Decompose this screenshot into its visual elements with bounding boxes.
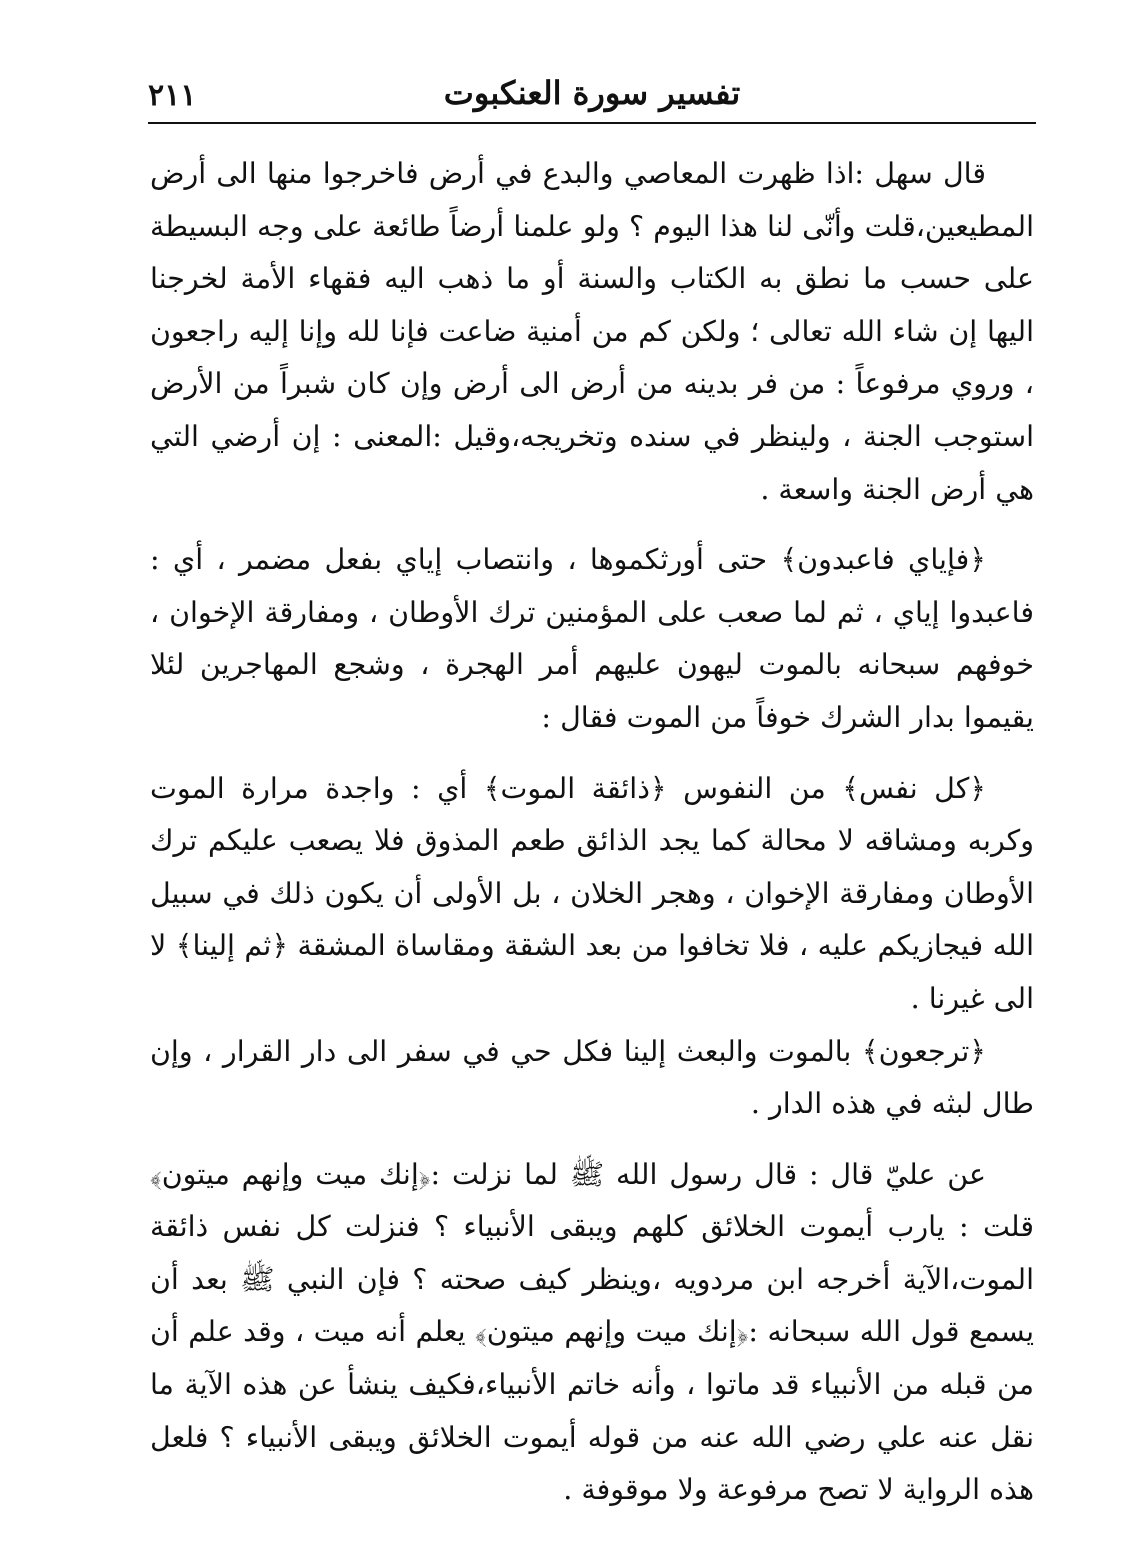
body-text [150,148,1034,1517]
paragraph-3: ﴿كل نفس﴾ من النفوس ﴿ذائقة الموت﴾ أي : واجدة مرارة الموت وكربه ومشاقه لا محالة كما يجد الذائق طعم المذوق فلا يصعب عليكم ترك الأوطان ومفارقة الإخوان ، وهجر الخلان ، بل الأولى أن يكون ذلك في سبيل الله فيجازيكم عليه ، فلا تخافوا من بعد الشقة ومقاساة المشقة ﴿ثم إلينا﴾ لا الى غيرنا . [150,771,1034,1015]
paragraph-4: ﴿ترجعون﴾ بالموت والبعث إلينا فكل حي في سفر الى دار القرار ، وإن طال لبثه في هذه الدار . [150,1034,1034,1121]
paragraph-1: قال سهل :اذا ظهرت المعاصي والبدع في أرض فاخرجوا منها الى أرض المطيعين،قلت وأنّى لنا هذا اليوم ؟ ولو علمنا أرضاً طائعة على وجه البسيطة على حسب ما نطق به الكتاب والسنة أو ما ذهب اليه فقهاء الأمة لخرجنا اليها إن شاء الله تعالى ؛ ولكن كم من أمنية ضاعت فإنا لله وإنا إليه راجعون ، وروي مرفوعاً : من فر بدينه من أرض الى أرض وإن كان شبراً من الأرض استوجب الجنة ، ولينظر في سنده وتخريجه،وقيل :المعنى : إن أرضي التي هي أرض الجنة واسعة . [150,157,1034,506]
running-title: تفسير سورة العنكبوت [443,74,741,112]
paragraph-2: ﴿فإياي فاعبدون﴾ حتى أورثكموها ، وانتصاب إياي بفعل مضمر ، أي : فاعبدوا إياي ، ثم لما صعب على المؤمنين ترك الأوطان ، ومفارقة الإخوان ، خوفهم سبحانه بالموت ليهون عليهم أمر الهجرة ، وشجع المهاجرين لئلا يقيموا بدار الشرك خوفاً من الموت فقال : [150,543,1034,734]
page-number: ٢١١ [148,78,197,113]
page-header [148,70,1036,124]
paragraph-5: عن عليّ قال : قال رسول الله ﷺ لما نزلت :﴿إنك ميت وإنهم ميتون﴾ قلت : يارب أيموت الخلائق كلهم ويبقى الأنبياء ؟ فنزلت كل نفس ذائقة الموت،الآية أخرجه ابن مردويه ،وينظر كيف صحته ؟ فإن النبي ﷺ بعد أن يسمع قول الله سبحانه :﴿إنك ميت وإنهم ميتون﴾ يعلم أنه ميت ، وقد علم أن من قبله من الأنبياء قد ماتوا ، وأنه خاتم الأنبياء،فكيف ينشأ عن هذه الآية ما نقل عنه علي رضي الله عنه من قوله أيموت الخلائق ويبقى الأنبياء ؟ فلعل هذه الرواية لا تصح مرفوعة ولا موقوفة . [150,1157,1034,1507]
